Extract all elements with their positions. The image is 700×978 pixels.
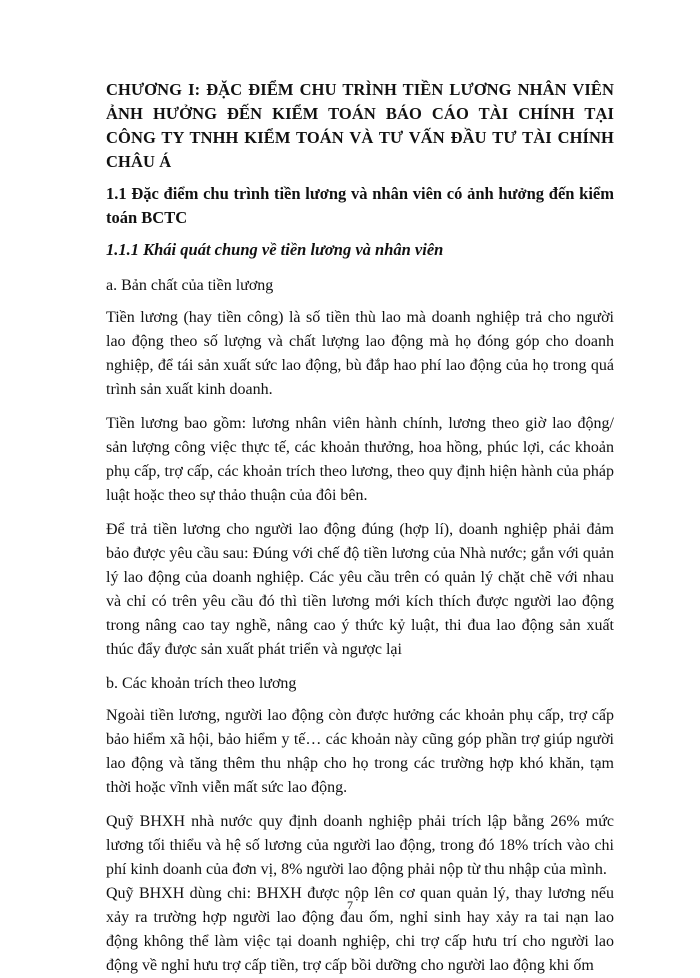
paragraph-4: Ngoài tiền lương, người lao động còn được hưởng các khoản phụ cấp, trợ cấp bảo hiểm xã hội, bảo hiểm y tế… các khoản này cũng góp phần trợ giúp người lao động và tăng thêm thu nhập cho họ trong các trường hợp khó khăn, tạm thời hoặc vĩnh viễn mất sức lao động. [106, 707, 614, 796]
paragraph-5: Quỹ BHXH nhà nước quy định doanh nghiệp phải trích lập bằng 26% mức lương tối thiểu và hệ số lương của người lao động, trong đó 18% trích vào chi phí kinh doanh của đơn vị, 8% người lao động phải nộp từ thu nhập của mình. [106, 813, 614, 878]
paragraph-2: Tiền lương bao gồm: lương nhân viên hành chính, lương theo giờ lao động/ sản lượng công việc thực tế, các khoản thưởng, hoa hồng, phúc lợi, các khoản phụ cấp, trợ cấp, các khoản trích theo lương, theo quy định hiện hành của pháp luật hoặc theo sự thảo thuận của đôi bên. [106, 415, 614, 504]
subsection-title: 1.1.1 Khái quát chung về tiền lương và nhân viên [106, 240, 444, 259]
subheading-b: b. Các khoản trích theo lương [106, 675, 297, 692]
section-title: 1.1 Đặc điểm chu trình tiền lương và nhân viên có ảnh hưởng đến kiểm toán BCTC [106, 184, 614, 227]
paragraph-1: Tiền lương (hay tiền công) là số tiền thù lao mà doanh nghiệp trả cho người lao động theo số lượng và chất lượng lao động mà họ đóng góp cho doanh nghiệp, để tái sản xuất sức lao động, bù đắp hao phí lao động của họ trong quá trình sản xuất kinh doanh. [106, 309, 614, 398]
paragraph-3: Để trả tiền lương cho người lao động đúng (hợp lí), doanh nghiệp phải đảm bảo được yêu cầu sau: Đúng với chế độ tiền lương của Nhà nước; gắn với quản lý lao động của doanh nghiệp. Các yêu cầu trên có quản lý chặt chẽ với nhau và chỉ có trên yêu cầu đó thì tiền lương mới kích thích được người lao động trong nâng cao tay nghề, nâng cao ý thức kỷ luật, thi đua lao động sản xuất thúc đẩy được sản xuất phát triển và ngược lại [106, 521, 614, 658]
chapter-title: CHƯƠNG I: ĐẶC ĐIỂM CHU TRÌNH TIỀN LƯƠNG NHÂN VIÊN ẢNH HƯỞNG ĐẾN KIỂM TOÁN BÁO CÁO TÀI CHÍNH TẠI CÔNG TY TNHH KIỂM TOÁN VÀ TƯ VẤN ĐẦU TƯ TÀI CHÍNH CHÂU Á [106, 80, 614, 171]
page-number: 7 [347, 898, 353, 912]
paragraph-6: Quỹ BHXH dùng chi: BHXH được nộp lên cơ quan quản lý, thay lương nếu xảy ra trường hợp người lao động đau ốm, nghỉ sinh hay xảy ra tai nạn lao động không thể làm việc tại doanh nghiệp, chi trợ cấp hưu trí cho người lao động về nghỉ hưu trợ cấp tiền, trợ cấp bồi dưỡng cho người lao động khi ốm [106, 885, 614, 974]
subheading-a: a. Bản chất của tiền lương [106, 277, 274, 294]
